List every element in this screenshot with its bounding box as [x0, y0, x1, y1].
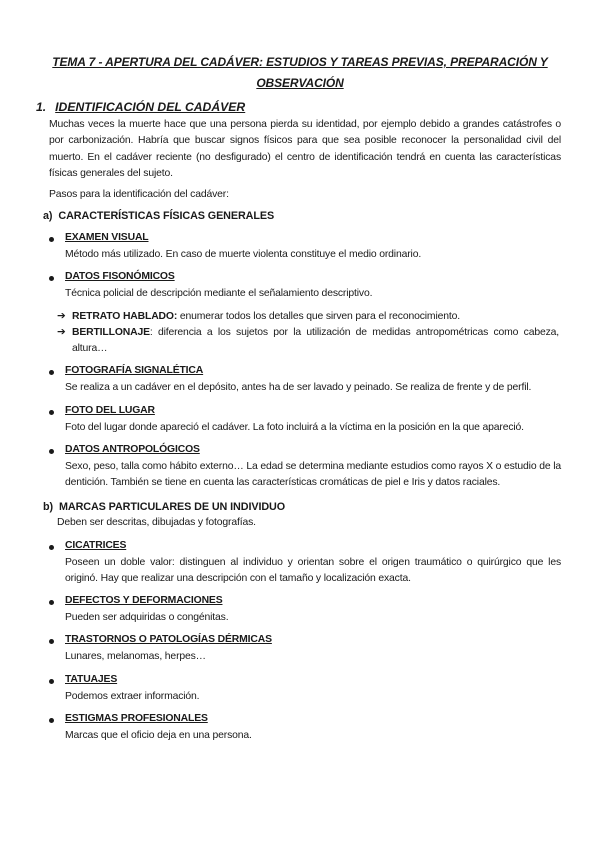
- item-description: Se realiza a un cadáver en el depósito, antes ha de ser lavado y peinado. Se realiza de frente y de perfil.: [65, 382, 532, 393]
- item-heading: ESTIGMAS PROFESIONALES: [65, 713, 208, 724]
- subpoint-label: RETRATO HABLADO:: [72, 311, 178, 322]
- item-heading: DATOS FISONÓMICOS: [65, 271, 175, 282]
- item-heading: FOTO DEL LUGAR: [65, 405, 155, 416]
- bullet-icon: [49, 276, 54, 281]
- item-description: Foto del lugar donde apareció el cadáver. La foto incluirá a la víctima en la posición en la que apareció.: [65, 422, 524, 433]
- section-number: 1.: [36, 100, 47, 114]
- bullet-icon: [49, 718, 54, 723]
- subsection-b-heading: [43, 501, 285, 513]
- item-heading: EXAMEN VISUAL: [65, 232, 149, 243]
- document-title: TEMA 7 - APERTURA DEL CADÁVER: ESTUDIOS Y TAREAS PREVIAS, PREPARACIÓN Y OBSERVACIÓN: [52, 55, 548, 90]
- bullet-icon: [49, 639, 54, 644]
- subpoint-label: BERTILLONAJE: [72, 327, 150, 338]
- list-item: [49, 271, 561, 305]
- item-description: Lunares, melanomas, herpes…: [65, 651, 206, 662]
- item-heading: DEFECTOS Y DEFORMACIONES: [65, 595, 223, 606]
- item-heading: TRASTORNOS O PATOLOGÍAS DÉRMICAS: [65, 634, 272, 645]
- item-description: Poseen un doble valor: distinguen al individuo y orientan sobre el origen traumático o quirúrgico que les originó. Hay que realizar una descripción con el tamaño y localización exacta.: [65, 557, 561, 585]
- item-description: Técnica policial de descripción mediante el señalamiento descriptivo.: [65, 288, 373, 299]
- list-item: [49, 232, 561, 266]
- item-description: Método más utilizado. En caso de muerte violenta constituye el medio ordinario.: [65, 249, 422, 260]
- item-description: Podemos extraer información.: [65, 691, 200, 702]
- bullet-icon: [49, 410, 54, 415]
- subsection-a-letter: a): [43, 210, 53, 222]
- item-description: Sexo, peso, talla como hábito externo… La edad se determina mediante estudios como rayos X o estudio de la dentición. También se tiene en cuenta las características cromáticas de piel e Iris y datos raciales.: [65, 461, 561, 489]
- item-heading: TATUAJES: [65, 674, 118, 685]
- intro-paragraph: Muchas veces la muerte hace que una persona pierda su identidad, por ejemplo debido a grandes catástrofes o por carbonización. Habría que buscar signos físicos para que sea posible reconocer la personalidad civil del muerto. En el cadáver reciente (no desfigurado) el centro de identificación tendrá en cuenta las características físicas generales del sujeto.: [49, 119, 561, 179]
- bullet-icon: [49, 370, 54, 375]
- bullet-icon: [49, 600, 54, 605]
- list-item: [49, 713, 561, 747]
- list-item: [49, 540, 561, 590]
- list-item: [49, 405, 561, 439]
- bullet-icon: [49, 545, 54, 550]
- subsection-b-title: MARCAS PARTICULARES DE UN INDIVIDUO: [59, 501, 286, 513]
- subpoint-text: enumerar todos los detalles que sirven para el reconocimiento.: [177, 311, 460, 322]
- item-heading: FOTOGRAFÍA SIGNALÉTICA: [65, 365, 204, 376]
- list-item: [49, 444, 561, 494]
- steps-label: Pasos para la identificación del cadáver:: [49, 189, 229, 200]
- subpoint-text: : diferencia a los sujetos por la utilización de medidas antropométricas como cabeza, altura…: [72, 327, 559, 355]
- subsection-a-title: CARACTERÍSTICAS FÍSICAS GENERALES: [58, 210, 275, 222]
- bullet-icon: [49, 237, 54, 242]
- bullet-icon: [49, 679, 54, 684]
- item-heading: DATOS ANTROPOLÓGICOS: [65, 444, 200, 455]
- item-heading: CICATRICES: [65, 540, 127, 551]
- subsection-a-heading: [43, 210, 274, 222]
- section-heading: [36, 100, 245, 114]
- arrow-icon: ➔: [57, 327, 66, 338]
- arrow-icon: ➔: [57, 311, 66, 322]
- list-item: [49, 634, 561, 668]
- subsection-b-letter: b): [43, 501, 53, 513]
- subpoint-bertillonaje: [57, 325, 559, 358]
- bullet-icon: [49, 449, 54, 454]
- subpoint-retrato-hablado: [57, 309, 559, 325]
- subsection-b-note: Deben ser descritas, dibujadas y fotografías.: [57, 517, 256, 528]
- item-description: Pueden ser adquiridas o congénitas.: [65, 612, 229, 623]
- list-item: [49, 674, 561, 708]
- section-title: IDENTIFICACIÓN DEL CADÁVER: [55, 100, 246, 114]
- item-description: Marcas que el oficio deja en una persona.: [65, 730, 252, 741]
- list-item: [49, 595, 561, 629]
- list-item: [49, 365, 561, 399]
